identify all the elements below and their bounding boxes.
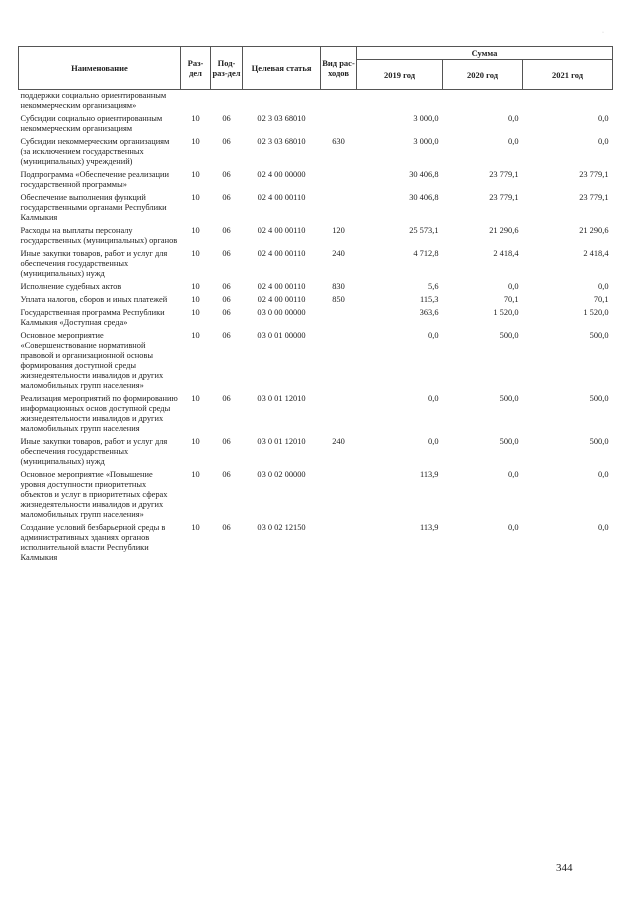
row-name: Обеспечение выполнения функций государственными органами Республики Калмыкия (20, 193, 167, 222)
row-sum-2019: 0,0 (428, 394, 439, 403)
row-razdel: 10 (191, 470, 200, 479)
page-number: 344 (556, 862, 573, 874)
table-body (19, 90, 613, 566)
row-sum-2020: 500,0 (499, 394, 519, 403)
row-target (243, 90, 321, 114)
row-sum-2020: 2 418,4 (493, 249, 519, 258)
row-sum-2019: 113,9 (419, 470, 439, 479)
header-2021: 2021 год (523, 60, 613, 90)
row-razdel: 10 (191, 331, 200, 340)
table-row (19, 248, 613, 281)
scan-mark: · (602, 30, 604, 36)
row-sum-2020: 500,0 (499, 437, 519, 446)
row-podrazdel: 06 (222, 394, 231, 403)
table-row (19, 522, 613, 565)
budget-table-container (18, 46, 612, 565)
row-podrazdel: 06 (222, 295, 231, 304)
row-podrazdel: 06 (222, 308, 231, 317)
row-name: поддержки социально ориентированным некоммерческим организациям» (20, 91, 167, 110)
row-sum-2020: 500,0 (499, 331, 519, 340)
row-vid: 240 (332, 249, 345, 258)
table-row (19, 307, 613, 330)
row-name: Субсидии социально ориентированным некоммерческим организациям (20, 114, 163, 133)
row-sum-2021: 500,0 (589, 394, 609, 403)
header-sum: Сумма (357, 47, 613, 60)
row-vid (321, 90, 357, 114)
row-vid: 850 (332, 295, 345, 304)
row-podrazdel: 06 (222, 137, 231, 146)
row-podrazdel: 06 (222, 193, 231, 202)
row-sum-2020: 70,1 (503, 295, 519, 304)
header-2019: 2019 год (357, 60, 443, 90)
row-target: 03 0 02 00000 (257, 470, 306, 479)
row-podrazdel: 06 (222, 437, 231, 446)
row-sum-2021: 21 290,6 (579, 226, 609, 235)
table-row (19, 169, 613, 192)
row-sum-2020: 0,0 (508, 114, 519, 123)
row-razdel (181, 90, 211, 114)
row-target: 02 4 00 00110 (257, 295, 306, 304)
row-vid: 630 (332, 137, 345, 146)
row-target: 03 0 00 00000 (257, 308, 306, 317)
row-podrazdel: 06 (222, 331, 231, 340)
header-razdel: Раз-дел (181, 47, 211, 90)
row-target: 03 0 01 12010 (257, 437, 306, 446)
row-name: Государственная программа Республики Калмыкия «Доступная среда» (20, 308, 165, 327)
table-row (19, 113, 613, 136)
table-row (19, 281, 613, 294)
header-podrazdel: Под-раз-дел (211, 47, 243, 90)
row-sum-2021: 0,0 (598, 523, 609, 532)
row-vid (321, 469, 357, 522)
row-name: Основное мероприятие «Совершенствование нормативной правовой и организационной основы формирования доступной среды жизнедеятельности инвалидов и других маломобильных групп населения» (20, 331, 164, 390)
row-razdel: 10 (191, 137, 200, 146)
row-razdel: 10 (191, 437, 200, 446)
budget-table (18, 46, 613, 565)
row-vid (321, 330, 357, 393)
table-row (19, 436, 613, 469)
row-sum-2021: 0,0 (598, 282, 609, 291)
row-target: 03 0 02 12150 (257, 523, 306, 532)
header-target: Целевая статья (243, 47, 321, 90)
table-row (19, 225, 613, 248)
row-sum-2020: 23 779,1 (489, 193, 519, 202)
row-sum-2020: 0,0 (508, 282, 519, 291)
row-name: Уплата налогов, сборов и иных платежей (20, 295, 168, 304)
header-vid: Вид рас-ходов (321, 47, 357, 90)
row-sum-2019: 3 000,0 (413, 114, 439, 123)
row-name: Основное мероприятие «Повышение уровня доступности приоритетных объектов и услуг в приоритетных сферах жизнедеятельности инвалидов и других маломобильных групп населения» (20, 470, 168, 519)
row-target: 02 4 00 00000 (257, 170, 306, 179)
row-target: 03 0 01 12010 (257, 394, 306, 403)
row-sum-2019: 0,0 (428, 437, 439, 446)
row-podrazdel (211, 90, 243, 114)
row-podrazdel: 06 (222, 523, 231, 532)
row-razdel: 10 (191, 226, 200, 235)
table-row (19, 192, 613, 225)
row-sum-2019: 4 712,8 (413, 249, 439, 258)
row-vid (321, 192, 357, 225)
row-sum-2021: 1 520,0 (583, 308, 609, 317)
row-sum-2021: 2 418,4 (583, 249, 609, 258)
header-name: Наименование (19, 47, 181, 90)
row-razdel: 10 (191, 308, 200, 317)
row-vid: 240 (332, 437, 345, 446)
row-sum-2021 (523, 90, 613, 114)
row-sum-2019: 363,6 (419, 308, 439, 317)
row-sum-2021: 70,1 (593, 295, 609, 304)
row-sum-2021: 23 779,1 (579, 193, 609, 202)
table-row (19, 469, 613, 522)
table-row (19, 136, 613, 169)
row-target: 02 4 00 00110 (257, 226, 306, 235)
row-name: Подпрограмма «Обеспечение реализации государственной программы» (20, 170, 169, 189)
row-vid: 120 (332, 226, 345, 235)
table-row (19, 294, 613, 307)
row-sum-2019: 113,9 (419, 523, 439, 532)
row-name: Иные закупки товаров, работ и услуг для обеспечения государственных (муниципальных) нужд (20, 249, 168, 278)
table-header (19, 47, 613, 90)
row-razdel: 10 (191, 523, 200, 532)
row-sum-2020: 0,0 (508, 523, 519, 532)
header-2020: 2020 год (443, 60, 523, 90)
row-podrazdel: 06 (222, 114, 231, 123)
row-podrazdel: 06 (222, 282, 231, 291)
row-target: 02 3 03 68010 (257, 137, 306, 146)
row-sum-2021: 500,0 (589, 331, 609, 340)
row-sum-2021: 23 779,1 (579, 170, 609, 179)
row-podrazdel: 06 (222, 470, 231, 479)
row-name: Расходы на выплаты персоналу государственных (муниципальных) органов (20, 226, 178, 245)
row-sum-2019 (357, 90, 443, 114)
row-sum-2020: 0,0 (508, 470, 519, 479)
row-name: Исполнение судебных актов (20, 282, 122, 291)
row-name: Субсидии некоммерческим организациям (за исключением государственных (муниципальных) учреждений) (20, 137, 170, 166)
row-razdel: 10 (191, 295, 200, 304)
row-podrazdel: 06 (222, 226, 231, 235)
row-sum-2019: 30 406,8 (409, 170, 439, 179)
row-name: Реализация мероприятий по формированию информационных основ доступной среды жизнедеятельности инвалидов и других маломобильных групп населения (20, 394, 178, 433)
row-sum-2020 (443, 90, 523, 114)
row-sum-2021: 500,0 (589, 437, 609, 446)
row-sum-2020: 0,0 (508, 137, 519, 146)
row-podrazdel: 06 (222, 249, 231, 258)
row-sum-2019: 5,6 (428, 282, 439, 291)
row-razdel: 10 (191, 193, 200, 202)
row-vid (321, 113, 357, 136)
row-vid (321, 393, 357, 436)
row-razdel: 10 (191, 114, 200, 123)
row-razdel: 10 (191, 249, 200, 258)
row-sum-2019: 25 573,1 (409, 226, 439, 235)
row-target: 02 4 00 00110 (257, 249, 306, 258)
table-row (19, 393, 613, 436)
row-razdel: 10 (191, 394, 200, 403)
row-razdel: 10 (191, 282, 200, 291)
row-target: 03 0 01 00000 (257, 331, 306, 340)
row-sum-2021: 0,0 (598, 470, 609, 479)
row-name: Иные закупки товаров, работ и услуг для обеспечения государственных (муниципальных) нужд (20, 437, 168, 466)
row-podrazdel: 06 (222, 170, 231, 179)
row-target: 02 4 00 00110 (257, 282, 306, 291)
table-row (19, 90, 613, 114)
row-sum-2020: 21 290,6 (489, 226, 519, 235)
row-sum-2021: 0,0 (598, 137, 609, 146)
row-sum-2019: 3 000,0 (413, 137, 439, 146)
row-sum-2019: 0,0 (428, 331, 439, 340)
row-razdel: 10 (191, 170, 200, 179)
row-vid (321, 169, 357, 192)
row-target: 02 4 00 00110 (257, 193, 306, 202)
row-sum-2021: 0,0 (598, 114, 609, 123)
row-name: Создание условий безбарьерной среды в административных зданиях органов исполнительной власти Республики Калмыкия (20, 523, 166, 562)
row-vid: 830 (332, 282, 345, 291)
table-row (19, 330, 613, 393)
row-sum-2019: 30 406,8 (409, 193, 439, 202)
row-sum-2020: 23 779,1 (489, 170, 519, 179)
row-sum-2020: 1 520,0 (493, 308, 519, 317)
row-target: 02 3 03 68010 (257, 114, 306, 123)
row-vid (321, 307, 357, 330)
row-vid (321, 522, 357, 565)
row-sum-2019: 115,3 (419, 295, 439, 304)
